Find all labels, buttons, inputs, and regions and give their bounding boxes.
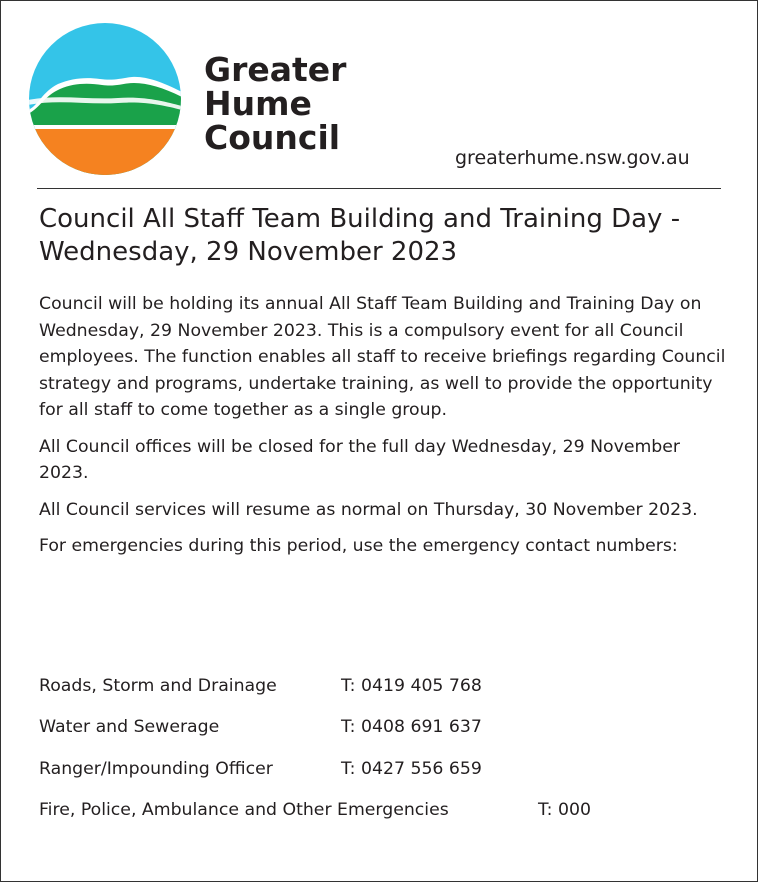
contact-label: Roads, Storm and Drainage bbox=[39, 676, 277, 696]
wordmark-line-1: Greater bbox=[204, 50, 347, 89]
wordmark-line-2: Hume bbox=[204, 84, 312, 123]
paragraph-offices-closed: All Council offices will be closed for the full day Wednesday, 29 November 2023. bbox=[39, 436, 681, 483]
header-divider bbox=[37, 188, 721, 189]
contact-phone: T: 000 bbox=[538, 800, 591, 820]
contact-label: Ranger/Impounding Officer bbox=[39, 759, 273, 779]
paragraph-intro: Council will be holding its annual All Staff Team Building and Training Day on Wednesday, 29 November 2023. This is a compulsory event for all Council employees. The function enables all staff to receive briefings regarding Council strategy and programs, undertake training, as well to provide the opportunity for all staff to come together as a single group. bbox=[39, 294, 726, 420]
website-link[interactable]: greaterhume.nsw.gov.au bbox=[455, 147, 690, 169]
contact-label: Water and Sewerage bbox=[39, 717, 220, 737]
paragraph-services-resume: All Council services will resume as normal on Thursday, 30 November 2023. bbox=[39, 499, 698, 520]
contact-label: Fire, Police, Ambulance and Other Emergencies bbox=[39, 800, 449, 820]
council-wordmark bbox=[204, 50, 347, 157]
notice-body bbox=[39, 291, 729, 570]
contact-phone: T: 0419 405 768 bbox=[341, 676, 482, 696]
wordmark-line-3: Council bbox=[204, 118, 341, 157]
council-logo-icon bbox=[28, 22, 182, 176]
notice-title: Council All Staff Team Building and Training Day - Wednesday, 29 November 2023 bbox=[39, 204, 681, 267]
contact-phone: T: 0408 691 637 bbox=[341, 717, 482, 737]
contact-phone: T: 0427 556 659 bbox=[341, 759, 482, 779]
paragraph-emergencies: For emergencies during this period, use the emergency contact numbers: bbox=[39, 536, 678, 556]
